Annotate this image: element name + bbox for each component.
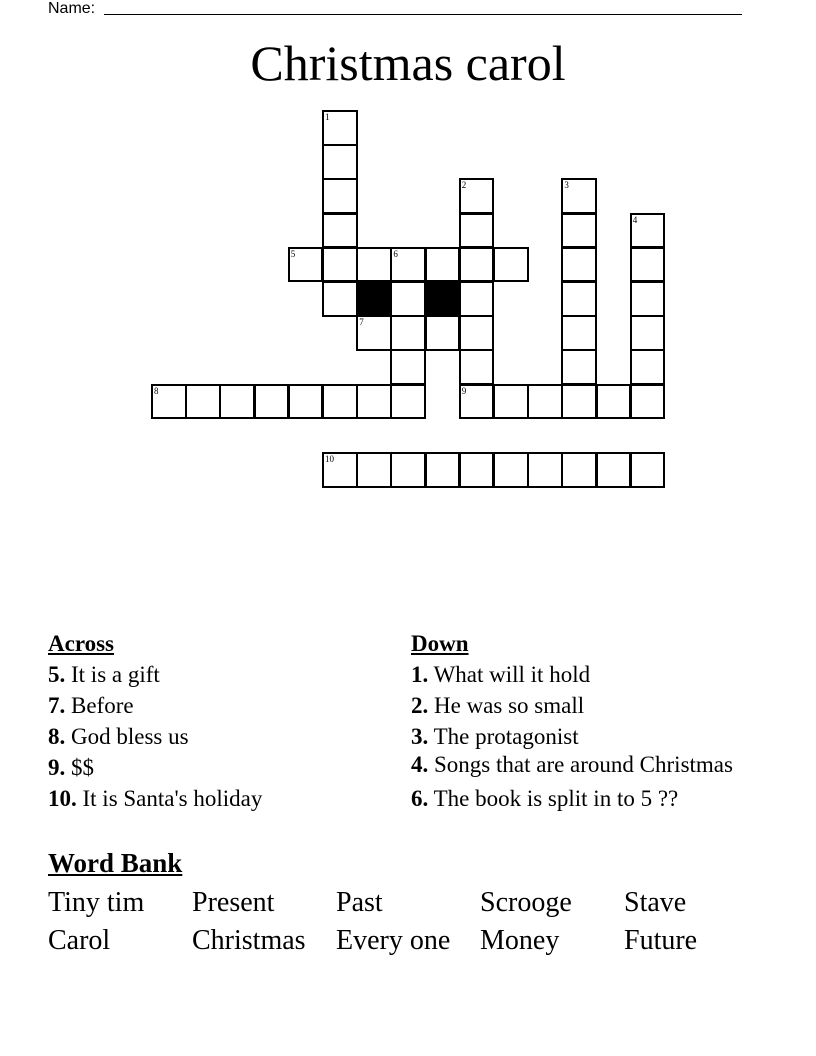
crossword-cell[interactable]: [561, 452, 597, 488]
crossword-cell[interactable]: [561, 349, 597, 385]
clue-number: 2: [461, 180, 467, 191]
across-heading: Across: [48, 631, 115, 656]
across-clues: [48, 628, 388, 814]
crossword-cell[interactable]: [561, 315, 597, 351]
crossword-cell[interactable]: [561, 384, 597, 420]
down-clue: 3. The protagonist: [411, 724, 579, 749]
across-clue: 9. $$: [48, 755, 94, 780]
crossword-cell[interactable]: [322, 110, 358, 146]
clue-number: 10: [325, 454, 334, 464]
crossword-cell[interactable]: [322, 144, 358, 180]
crossword-cell[interactable]: [185, 384, 221, 420]
word-bank-item: Scrooge: [480, 887, 572, 918]
crossword-cell[interactable]: [322, 384, 358, 420]
across-clue: 7. Before: [48, 693, 134, 718]
crossword-cell[interactable]: [561, 247, 597, 283]
crossword-cell[interactable]: [322, 213, 358, 249]
crossword-cell[interactable]: [630, 281, 666, 317]
crossword-cell[interactable]: [561, 178, 597, 214]
crossword-cell[interactable]: [254, 384, 290, 420]
across-clue: 10. It is Santa's holiday: [48, 786, 263, 811]
down-clue: 1. What will it hold: [411, 662, 591, 687]
crossword-cell[interactable]: [322, 178, 358, 214]
crossword-cell[interactable]: [493, 247, 529, 283]
crossword-cell[interactable]: [561, 213, 597, 249]
down-clues: [411, 628, 741, 814]
crossword-black-cell: [356, 281, 392, 317]
crossword-cell[interactable]: [459, 247, 495, 283]
crossword-cell[interactable]: [527, 452, 563, 488]
clue-number: 5: [290, 248, 296, 259]
clue-number: 1: [325, 112, 330, 122]
clue-number: 3: [564, 180, 569, 191]
word-bank-item: Carol: [48, 925, 111, 956]
name-label: Name:: [48, 0, 96, 17]
crossword-cell[interactable]: [390, 315, 426, 351]
crossword-cell[interactable]: [630, 452, 666, 488]
clue-number: 7: [359, 317, 364, 328]
crossword-cell[interactable]: [390, 452, 426, 488]
crossword-cell[interactable]: [288, 247, 324, 283]
crossword-cell[interactable]: [459, 178, 495, 214]
crossword-cell[interactable]: [356, 384, 392, 420]
crossword-cell[interactable]: [322, 247, 358, 283]
crossword-cell[interactable]: [459, 384, 495, 420]
crossword-cell[interactable]: [493, 452, 529, 488]
crossword-cell[interactable]: [356, 315, 392, 351]
crossword-cell[interactable]: [322, 281, 358, 317]
word-bank-item: Stave: [624, 887, 687, 918]
word-bank-item: Tiny tim: [48, 887, 145, 918]
crossword-cell[interactable]: [356, 452, 392, 488]
crossword-cell[interactable]: [288, 384, 324, 420]
page-title: Christmas carol: [250, 35, 566, 91]
crossword-cell[interactable]: [390, 247, 426, 283]
clue-number: 9: [461, 385, 467, 396]
word-bank-item: Past: [336, 887, 383, 918]
clue-number: 4: [632, 214, 638, 225]
crossword-cell[interactable]: [561, 281, 597, 317]
across-clue: 5. It is a gift: [48, 662, 160, 687]
crossword-cell[interactable]: [459, 452, 495, 488]
crossword-cell[interactable]: [459, 315, 495, 351]
clue-number: 8: [154, 385, 159, 396]
crossword-cell[interactable]: [459, 349, 495, 385]
crossword-cell[interactable]: [630, 349, 666, 385]
crossword-cell[interactable]: [219, 384, 255, 420]
crossword-cell[interactable]: [390, 384, 426, 420]
crossword-cell[interactable]: [630, 247, 666, 283]
word-bank-heading: Word Bank: [48, 848, 183, 878]
crossword-cell[interactable]: [390, 281, 426, 317]
down-clue: 4. Songs that are around Christmas: [411, 752, 733, 777]
crossword-cell[interactable]: [459, 213, 495, 249]
down-clue: 2. He was so small: [411, 693, 585, 718]
crossword-black-cell: [425, 281, 461, 317]
crossword-cell[interactable]: [630, 315, 666, 351]
crossword-cell[interactable]: [425, 315, 461, 351]
crossword-cell[interactable]: [596, 452, 632, 488]
crossword-cell[interactable]: [630, 384, 666, 420]
crossword-cell[interactable]: [425, 452, 461, 488]
down-clue: 6. The book is split in to 5 ??: [411, 786, 679, 811]
crossword-cell[interactable]: [527, 384, 563, 420]
crossword-cell[interactable]: [630, 213, 666, 249]
crossword-cell[interactable]: [596, 384, 632, 420]
clue-number: 6: [393, 248, 398, 259]
crossword-cell[interactable]: [322, 452, 358, 488]
across-clue: 8. God bless us: [48, 724, 189, 749]
crossword-cell[interactable]: [493, 384, 529, 420]
crossword-cell[interactable]: [459, 281, 495, 317]
word-bank-item: Money: [480, 925, 560, 956]
crossword-cell[interactable]: [425, 247, 461, 283]
crossword-cell[interactable]: [390, 349, 426, 385]
word-bank-item: Future: [624, 925, 698, 956]
word-bank-item: Christmas: [192, 925, 306, 956]
word-bank-item: Present: [192, 887, 275, 918]
word-bank-item: Every one: [336, 925, 451, 956]
down-heading: Down: [411, 631, 469, 656]
crossword-cell[interactable]: [356, 247, 392, 283]
crossword-cell[interactable]: [151, 384, 187, 420]
